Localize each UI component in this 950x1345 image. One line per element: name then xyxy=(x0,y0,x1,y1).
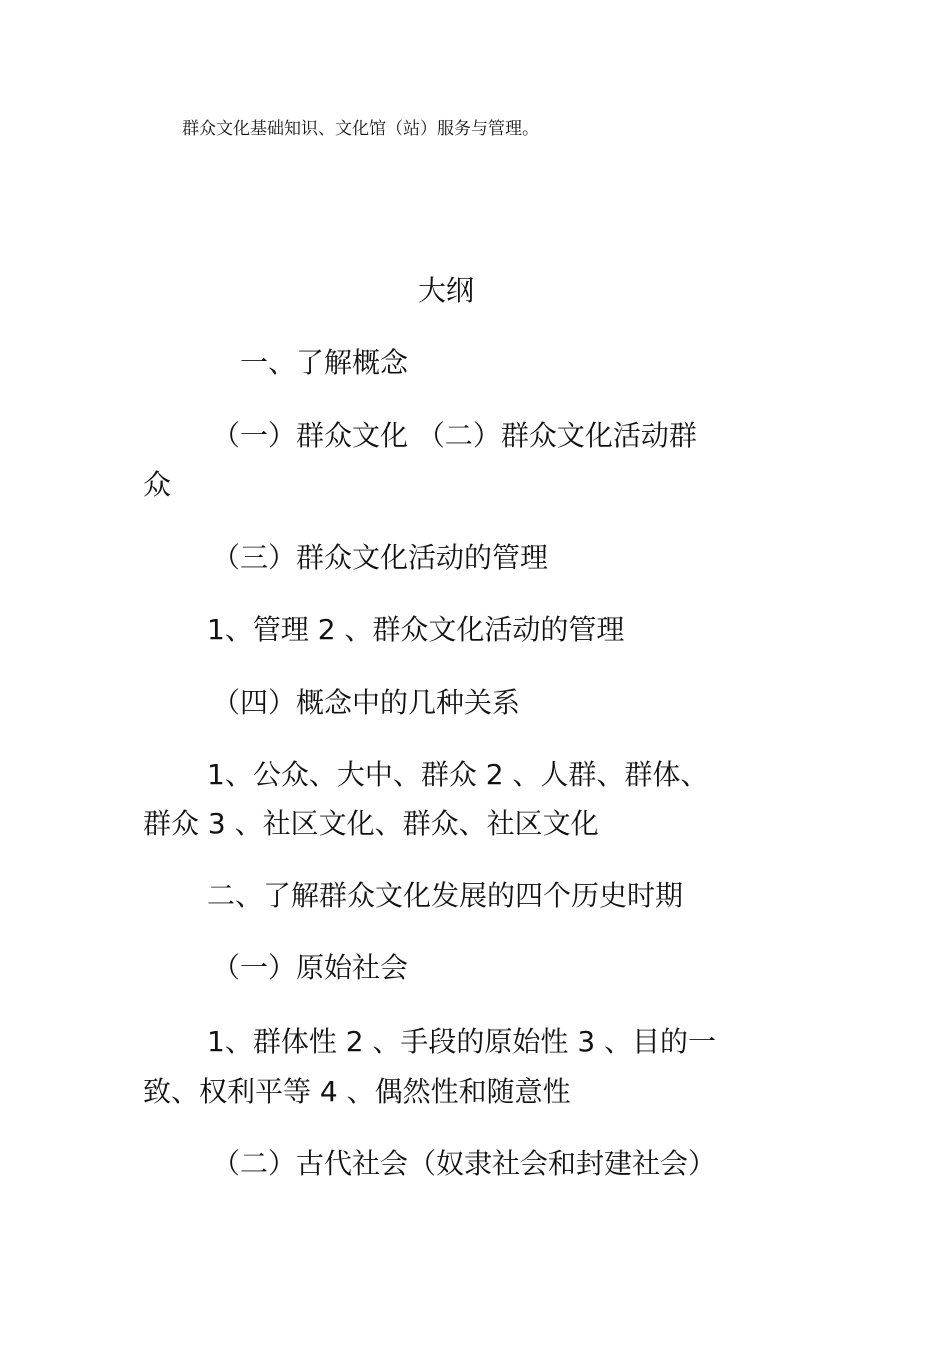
outline-subitem-continuation: 致、权利平等 4 、偶然性和随意性 xyxy=(143,1075,571,1108)
outline-item: （一）原始社会 xyxy=(212,951,409,984)
outline-subitem-continuation: 群众 3 、社区文化、群众、社区文化 xyxy=(143,807,599,840)
page-header-text: 群众文化基础知识、文化馆（站）服务与管理。 xyxy=(182,119,539,139)
outline-item: （二）古代社会（奴隶社会和封建社会） xyxy=(212,1147,717,1180)
outline-subitem: 1、管理 2 、群众文化活动的管理 xyxy=(207,613,625,646)
section-heading-concepts: 一、了解概念 xyxy=(240,346,409,379)
section-heading-history: 二、了解群众文化发展的四个历史时期 xyxy=(207,879,684,912)
outline-item: （三）群众文化活动的管理 xyxy=(212,541,549,574)
outline-item: （一）群众文化 （二）群众文化活动群 xyxy=(212,419,697,452)
outline-title: 大纲 xyxy=(417,274,474,307)
outline-item: （四）概念中的几种关系 xyxy=(212,686,521,719)
outline-subitem: 1、群体性 2 、手段的原始性 3 、目的一 xyxy=(207,1025,717,1058)
outline-item-continuation: 众 xyxy=(143,468,172,501)
outline-subitem: 1、公众、大中、群众 2 、人群、群体、 xyxy=(207,758,709,791)
